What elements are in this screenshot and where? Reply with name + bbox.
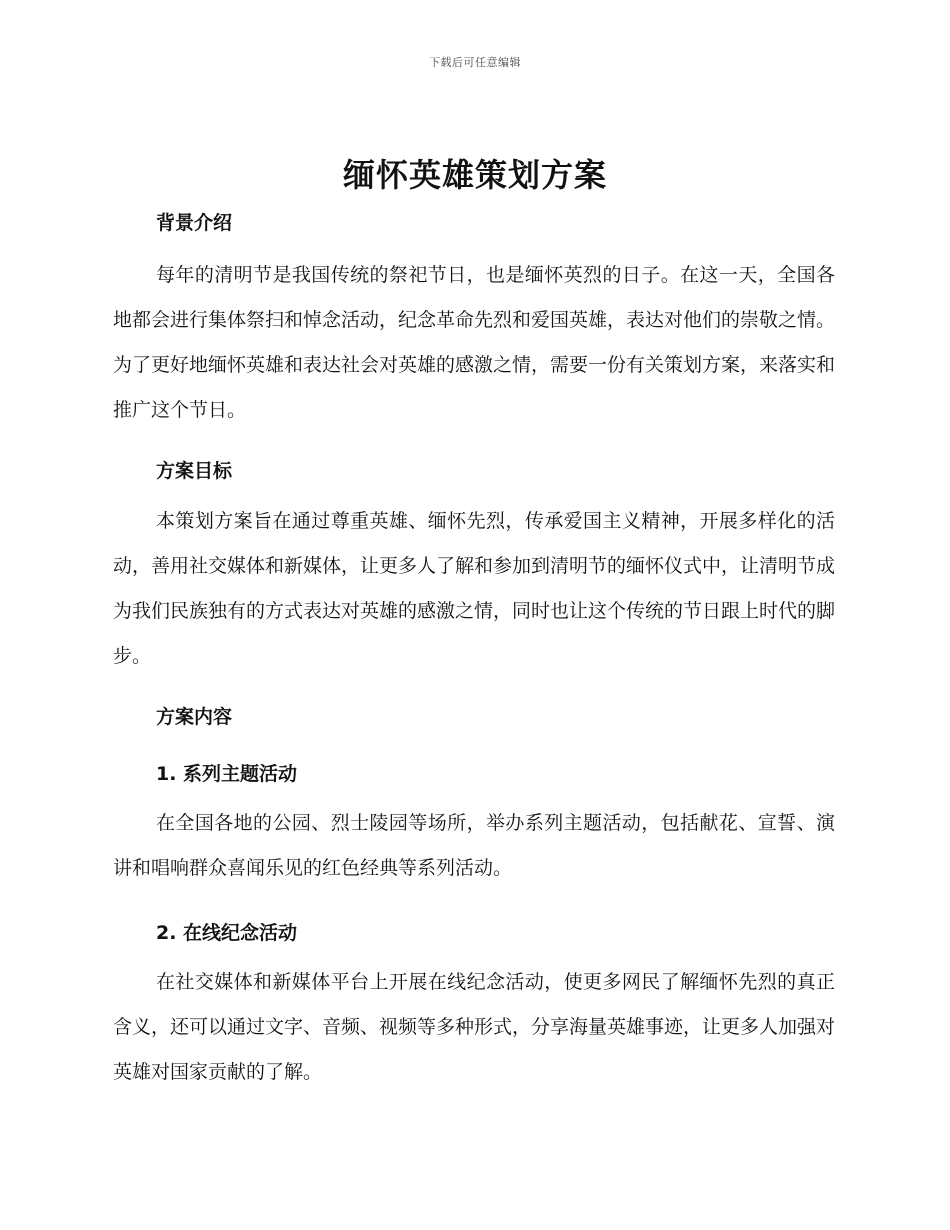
subsection-heading-item-2: 2. 在线纪念活动	[156, 922, 298, 944]
section-paragraph-background: 每年的清明节是我国传统的祭祀节日，也是缅怀英烈的日子。在这一天，全国各地都会进行集体祭扫和悼念活动，纪念革命先烈和爱国英雄，表达对他们的崇敬之情。为了更好地缅怀英雄和表达社会对英雄的感激之情，需要一份有关策划方案，来落实和推广这个节日。	[113, 264, 836, 421]
document-body	[113, 205, 835, 1095]
subsection-heading-item-1: 1. 系列主题活动	[156, 763, 298, 785]
document-title: 缅怀英雄策划方案	[342, 156, 607, 194]
subsection-paragraph-item-1: 在全国各地的公园、烈士陵园等场所，举办系列主题活动，包括献花、宣誓、演讲和唱响群众喜闻乐见的红色经典等系列活动。	[113, 812, 835, 879]
section-heading-goal: 方案目标	[156, 460, 233, 482]
section-heading-content: 方案内容	[156, 706, 233, 728]
header-note: 下载后可任意编辑	[429, 56, 521, 69]
subsection-paragraph-item-2: 在社交媒体和新媒体平台上开展在线纪念活动，使更多网民了解缅怀先烈的真正含义，还可以通过文字、音频、视频等多种形式，分享海量英雄事迹，让更多人加强对英雄对国家贡献的了解。	[113, 971, 836, 1083]
section-heading-background: 背景介绍	[156, 212, 233, 234]
section-paragraph-goal: 本策划方案旨在通过尊重英雄、缅怀先烈，传承爱国主义精神，开展多样化的活动，善用社交媒体和新媒体，让更多人了解和参加到清明节的缅怀仪式中，让清明节成为我们民族独有的方式表达对英雄的感激之情，同时也让这个传统的节日跟上时代的脚步。	[113, 510, 836, 667]
